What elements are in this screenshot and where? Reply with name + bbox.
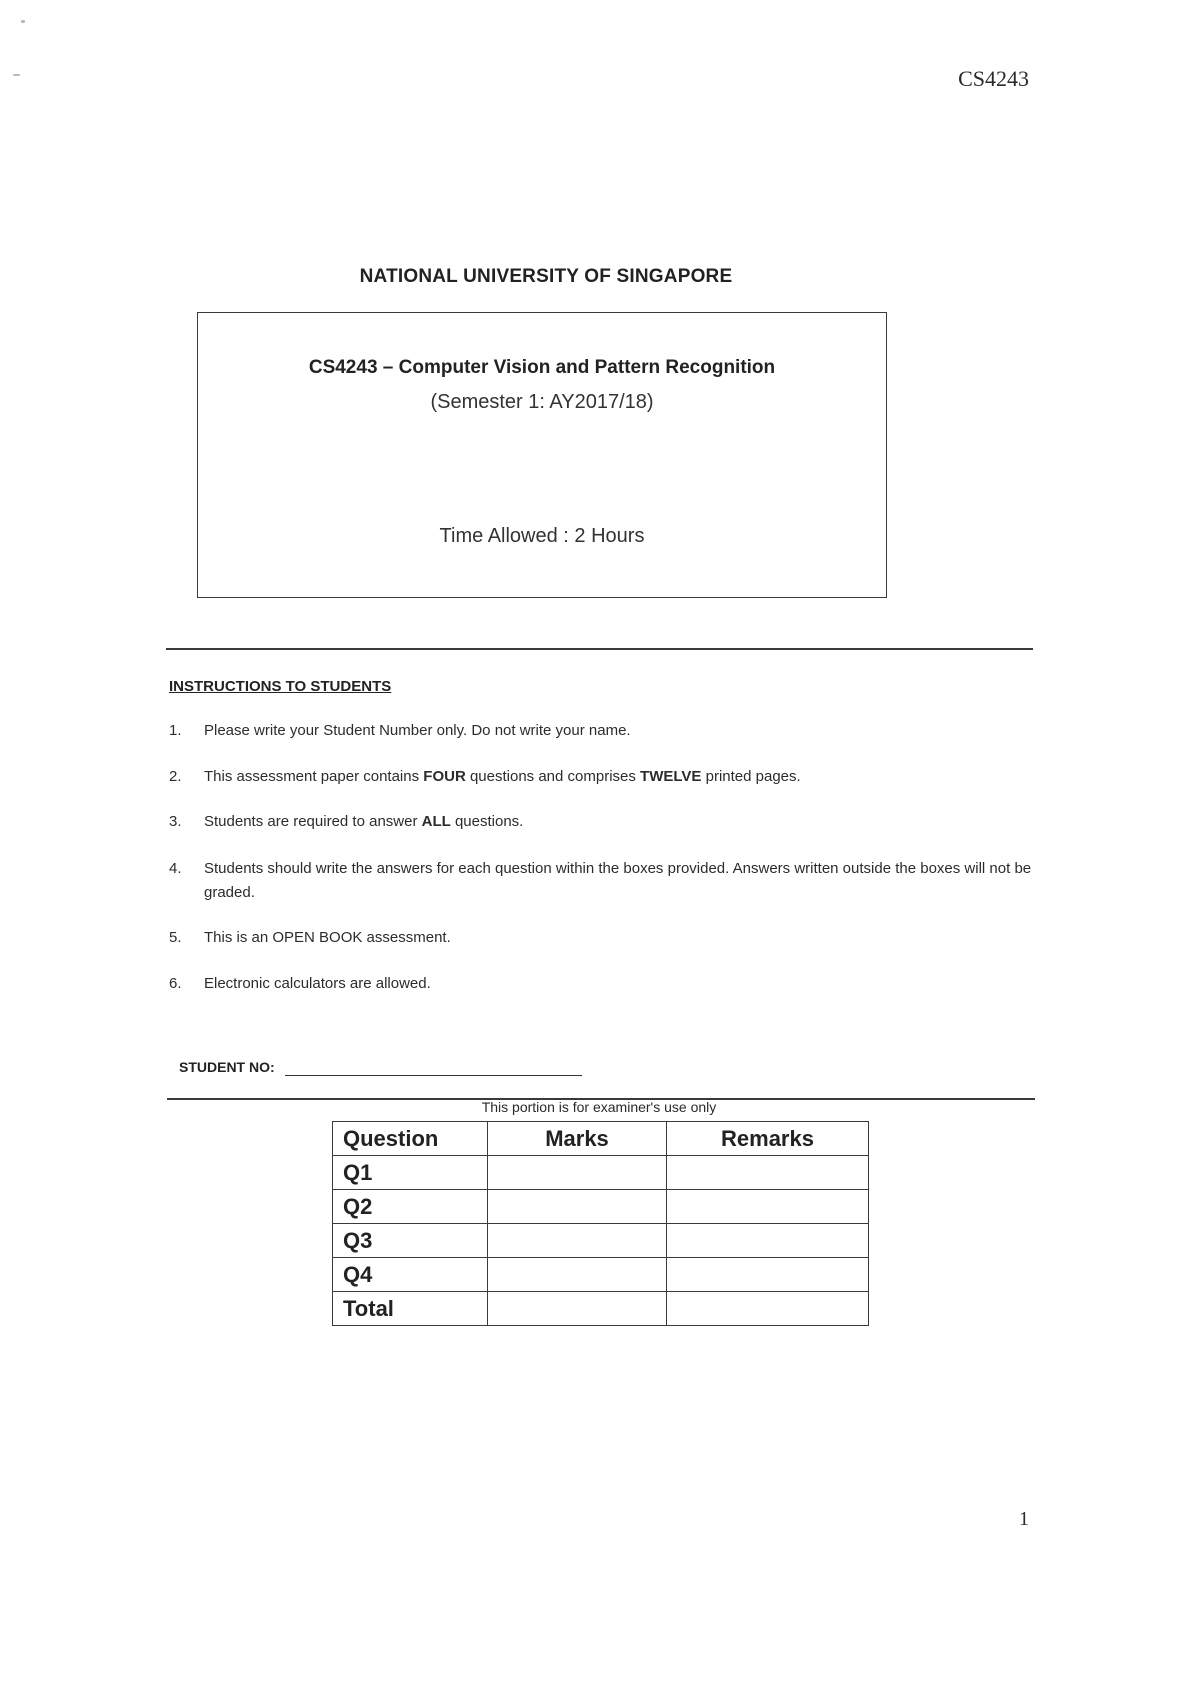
instruction-emphasis: ALL <box>421 813 451 830</box>
marks-cell[interactable] <box>488 1224 667 1258</box>
instructions-heading: INSTRUCTIONS TO STUDENTS <box>169 678 392 695</box>
course-title-box <box>197 312 887 598</box>
instruction-text <box>204 972 1049 996</box>
instruction-number: 4. <box>169 860 182 877</box>
question-cell: Q4 <box>333 1258 488 1292</box>
time-allowed: Time Allowed : 2 Hours <box>439 525 645 547</box>
table-row <box>333 1156 869 1190</box>
question-cell: Q3 <box>333 1224 488 1258</box>
instruction-fragment: Please write your Student Number only. Do not write your name. <box>204 722 631 739</box>
instruction-text <box>204 765 1049 789</box>
instruction-number: 5. <box>169 929 182 946</box>
separator-rule <box>166 648 1033 650</box>
table-row <box>333 1224 869 1258</box>
page-number: 1 <box>1019 1508 1029 1530</box>
total-cell: Total <box>333 1292 488 1326</box>
scan-speck <box>13 74 20 76</box>
instruction-fragment: Electronic calculators are allowed. <box>204 975 431 992</box>
scan-speck <box>21 20 25 23</box>
marks-cell[interactable] <box>488 1190 667 1224</box>
university-name <box>0 266 1200 288</box>
table-header-row <box>333 1122 869 1156</box>
question-cell: Q2 <box>333 1190 488 1224</box>
instruction-fragment: questions. <box>450 813 524 830</box>
instruction-number: 1. <box>169 722 182 739</box>
course-title: CS4243 – Computer Vision and Pattern Recognition <box>308 357 776 378</box>
total-marks-cell[interactable] <box>488 1292 667 1326</box>
question-cell: Q1 <box>333 1156 488 1190</box>
instruction-text <box>204 719 1049 743</box>
table-row <box>333 1258 869 1292</box>
instruction-text <box>204 926 1049 950</box>
instruction-text <box>204 857 1049 905</box>
examiner-note-text: This portion is for examiner's use only <box>481 1099 717 1115</box>
instruction-fragment: Students should write the answers for each question within the boxes provided. Answers written outside the boxes will not be graded. <box>204 860 1032 901</box>
remarks-cell[interactable] <box>667 1258 869 1292</box>
student-no-label: STUDENT NO: <box>179 1059 275 1075</box>
remarks-cell[interactable] <box>667 1224 869 1258</box>
examiner-note <box>0 1099 1200 1115</box>
instruction-fragment: This is an OPEN BOOK assessment. <box>204 929 451 946</box>
instruction-fragment: Students are required to answer <box>204 813 422 830</box>
examiner-marks-table <box>332 1121 869 1326</box>
column-header-marks: Marks <box>488 1122 667 1156</box>
instruction-number: 6. <box>169 975 182 992</box>
marks-cell[interactable] <box>488 1258 667 1292</box>
column-header-remarks: Remarks <box>667 1122 869 1156</box>
instruction-emphasis: TWELVE <box>640 768 702 785</box>
table-row <box>333 1190 869 1224</box>
remarks-cell[interactable] <box>667 1190 869 1224</box>
university-name-text: NATIONAL UNIVERSITY OF SINGAPORE <box>359 266 733 287</box>
header-course-code: CS4243 <box>958 66 1029 91</box>
table-row-total <box>333 1292 869 1326</box>
remarks-cell[interactable] <box>667 1156 869 1190</box>
marks-cell[interactable] <box>488 1156 667 1190</box>
total-remarks-cell[interactable] <box>667 1292 869 1326</box>
instruction-number: 3. <box>169 813 182 830</box>
instruction-number: 2. <box>169 768 182 785</box>
student-no-field[interactable] <box>285 1075 582 1076</box>
semester-label: (Semester 1: AY2017/18) <box>430 391 654 413</box>
column-header-question: Question <box>333 1122 488 1156</box>
instruction-emphasis: FOUR <box>423 768 466 785</box>
instruction-fragment: questions and comprises <box>465 768 641 785</box>
instruction-fragment: printed pages. <box>701 768 801 785</box>
instruction-fragment: This assessment paper contains <box>204 768 424 785</box>
instruction-text <box>204 810 1049 834</box>
